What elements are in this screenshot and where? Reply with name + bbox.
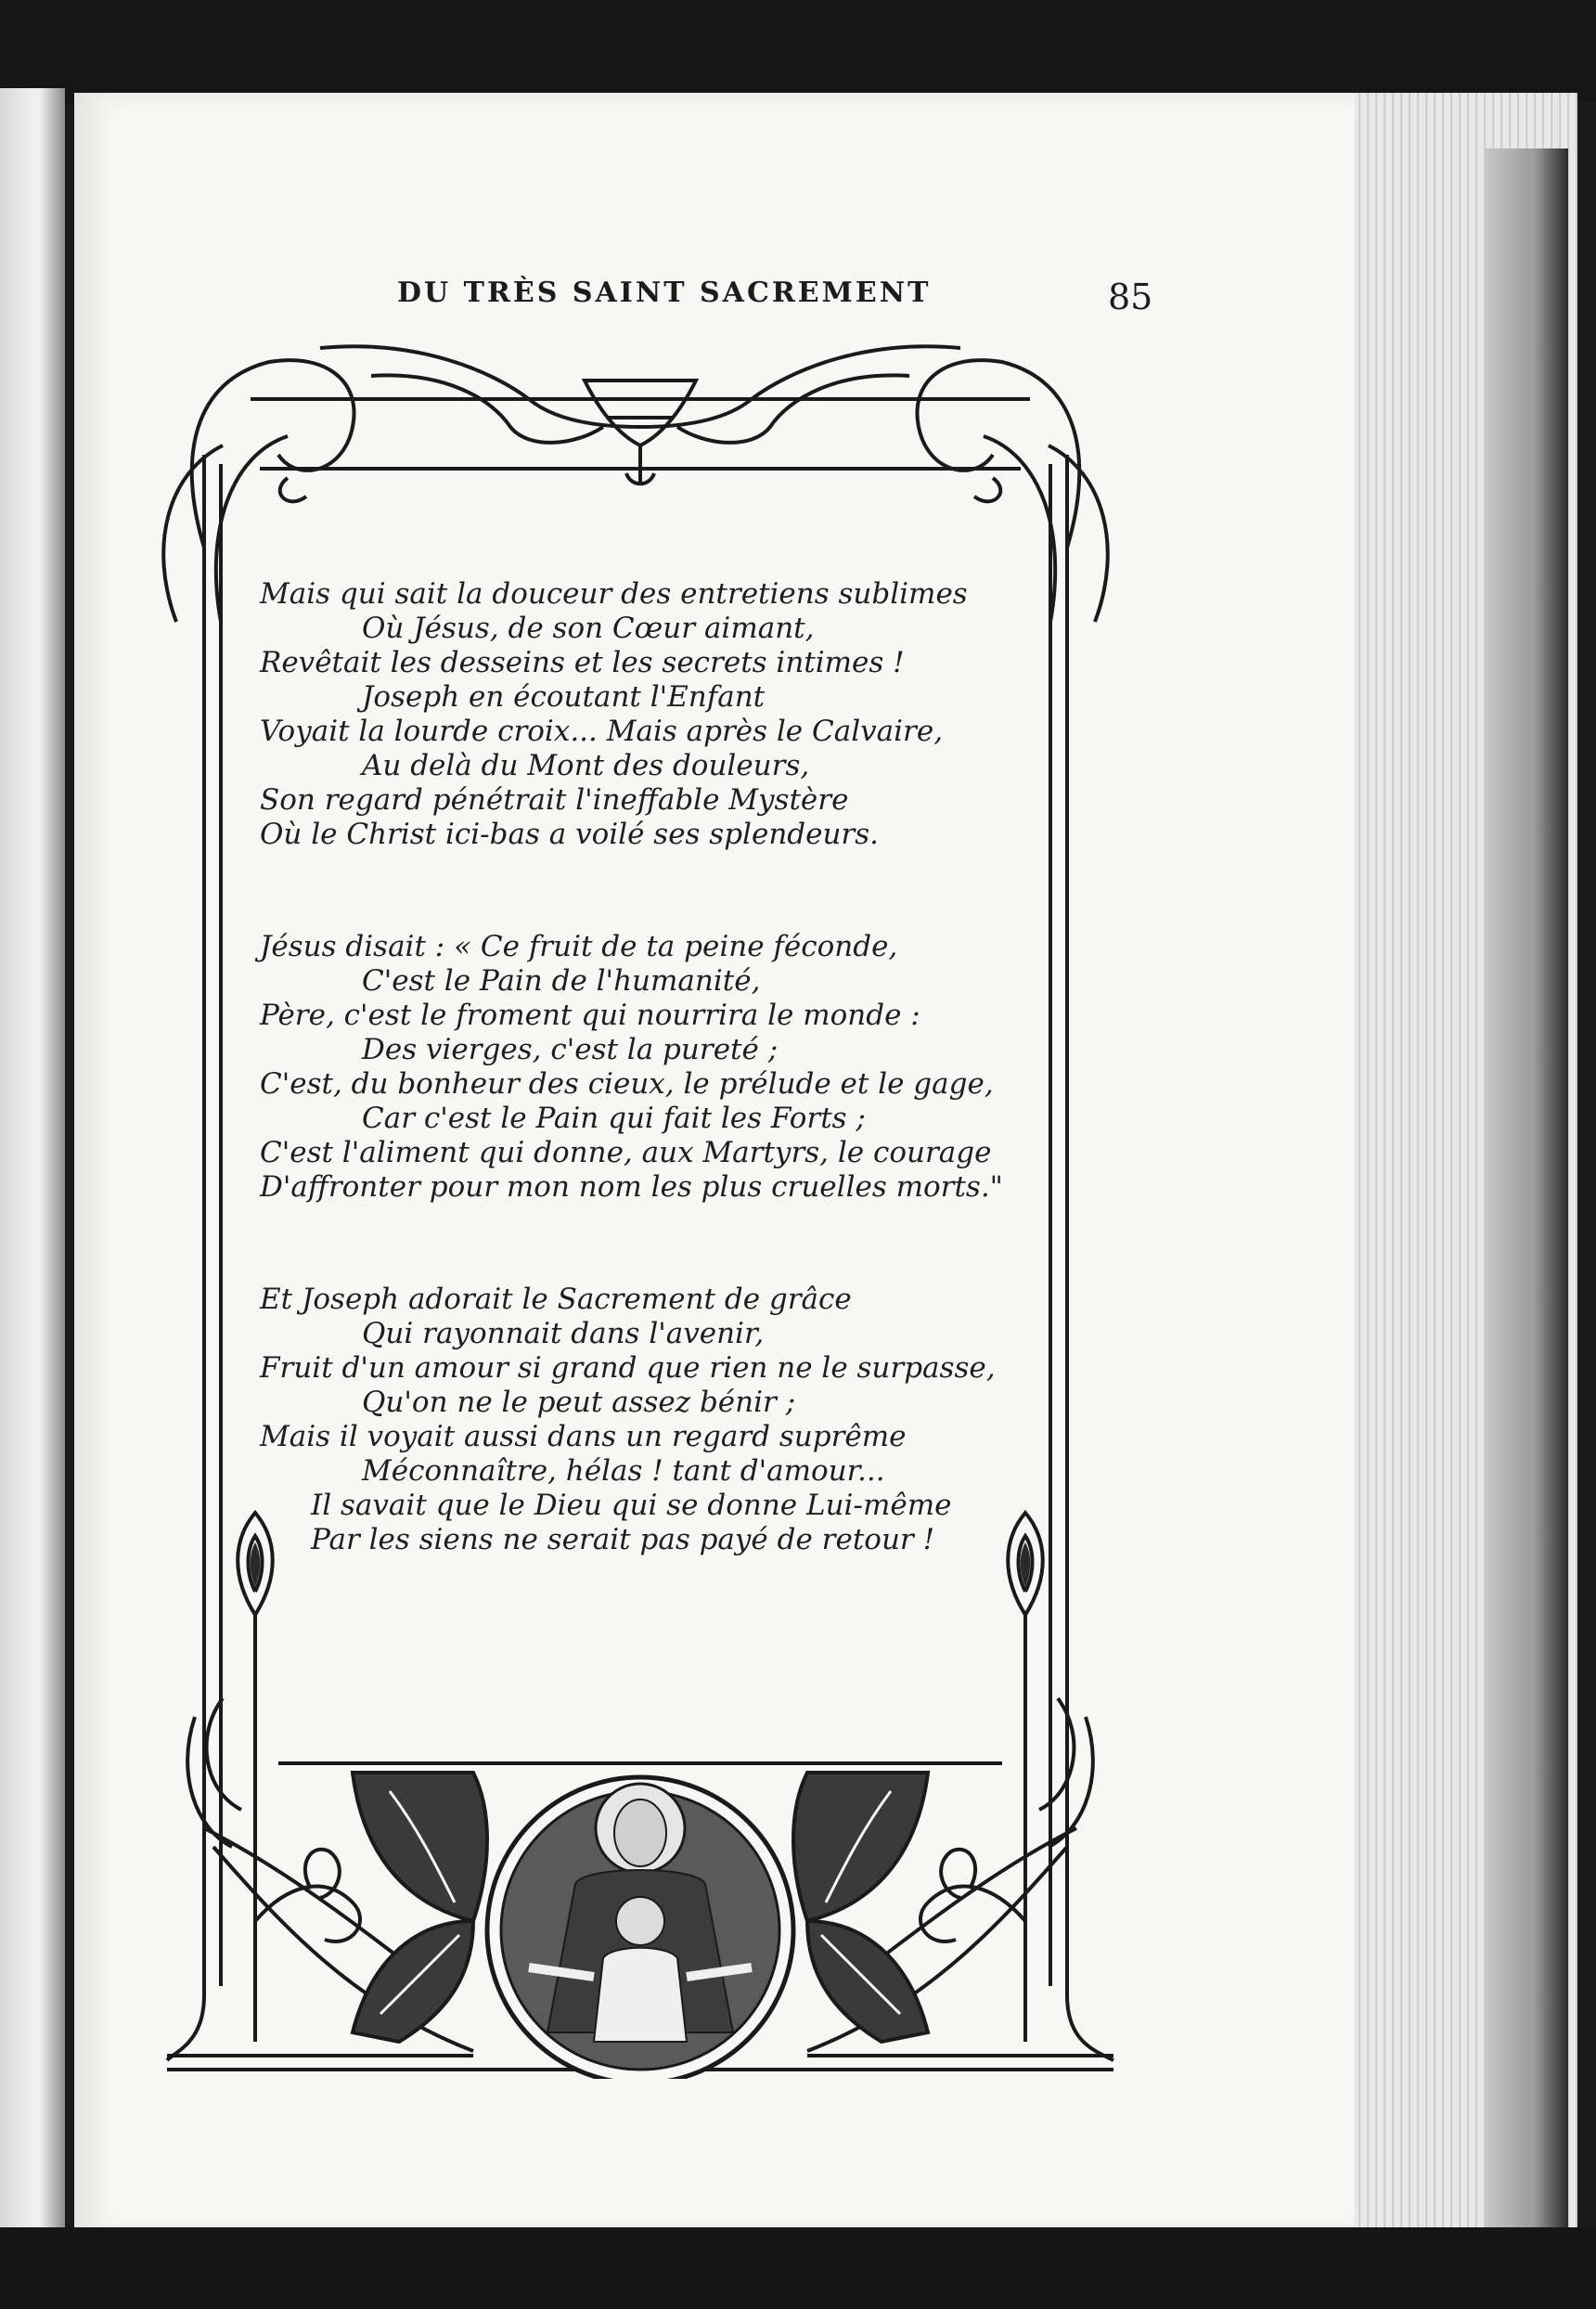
- stanza-1: [260, 577, 1058, 852]
- poem-line: Jésus disait : « Ce fruit de ta peine féconde,: [260, 930, 898, 963]
- poem-line: Qui rayonnait dans l'avenir,: [362, 1317, 765, 1350]
- poem-line: C'est l'aliment qui donne, aux Martyrs, le courage: [260, 1136, 992, 1169]
- poem-line: Fruit d'un amour si grand que rien ne le surpasse,: [260, 1351, 996, 1385]
- poem: [260, 577, 1058, 1635]
- poem-line: D'affronter pour mon nom les plus cruelles morts.": [260, 1170, 1003, 1204]
- poem-line: Par les siens ne serait pas payé de retour !: [311, 1523, 935, 1556]
- saint-joseph-medallion: [487, 1777, 793, 2079]
- poem-line: Joseph en écoutant l'Enfant: [362, 680, 766, 714]
- stanza-2: [260, 930, 1058, 1205]
- poem-line: Où Jésus, de son Cœur aimant,: [362, 612, 815, 645]
- stanza-3: [260, 1283, 1058, 1557]
- poem-line: Car c'est le Pain qui fait les Forts ;: [362, 1102, 866, 1135]
- poem-line: Au delà du Mont des douleurs,: [362, 749, 810, 782]
- poem-line: Son regard pénétrait l'ineffable Mystère: [260, 783, 849, 817]
- poem-line: Méconnaître, hélas ! tant d'amour...: [362, 1454, 885, 1488]
- page-number: 85: [1108, 277, 1153, 317]
- poem-line: Mais il voyait aussi dans un regard suprême: [260, 1420, 907, 1453]
- poem-line: Qu'on ne le peut assez bénir ;: [362, 1386, 796, 1419]
- background-top: [0, 0, 1596, 102]
- book-cover-edge: [1485, 148, 1568, 2246]
- poem-line: Mais qui sait la douceur des entretiens sublimes: [260, 577, 968, 611]
- poem-line: C'est, du bonheur des cieux, le prélude et le gage,: [260, 1067, 994, 1101]
- background-bottom: [0, 2227, 1596, 2309]
- poem-line: Voyait la lourde croix... Mais après le Calvaire,: [260, 715, 944, 748]
- poem-line: Revêtait les desseins et les secrets intimes !: [260, 646, 905, 679]
- facing-page-edge: [0, 88, 65, 2251]
- poem-line: Des vierges, c'est la pureté ;: [362, 1033, 779, 1066]
- running-header: DU TRÈS SAINT SACREMENT: [397, 277, 932, 309]
- poem-line: Où le Christ ici-bas a voilé ses splendeurs.: [260, 818, 880, 851]
- poem-line: Père, c'est le froment qui nourrira le monde :: [260, 999, 920, 1032]
- poem-line: Il savait que le Dieu qui se donne Lui-même: [311, 1489, 952, 1522]
- poem-line: Et Joseph adorait le Sacrement de grâce: [260, 1283, 852, 1316]
- poem-line: C'est le Pain de l'humanité,: [362, 964, 761, 998]
